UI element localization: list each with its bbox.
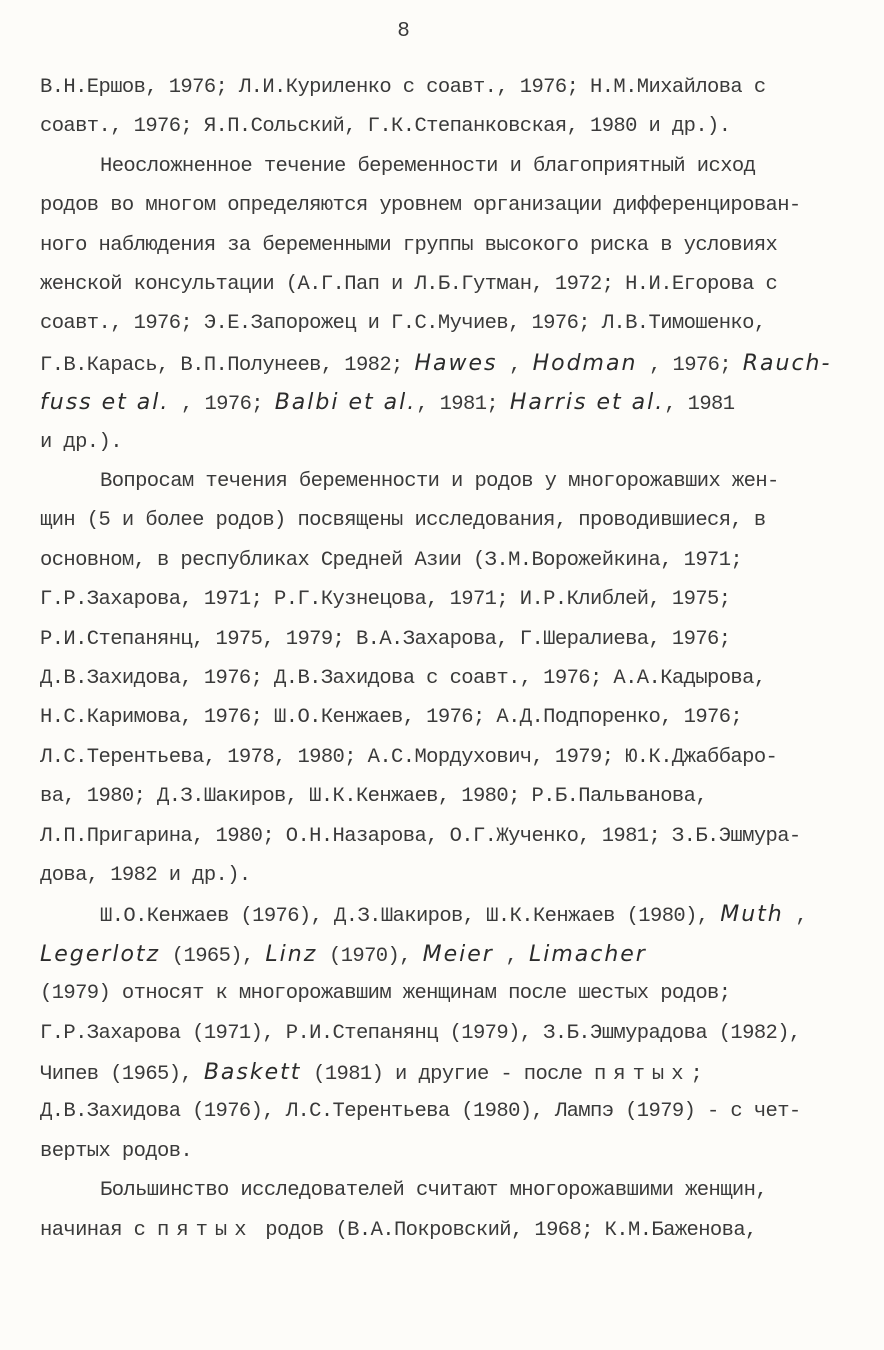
- text-line: [40, 267, 850, 303]
- handwritten-citation: Limacher: [528, 941, 647, 967]
- spaced-emphasis: пятых: [157, 1218, 254, 1242]
- text-segment: (1965),: [160, 944, 266, 968]
- handwritten-citation: fuss et al.: [40, 390, 170, 416]
- text-line: [40, 464, 884, 500]
- text-segment: ва, 1980; Д.З.Шакиров, Ш.К.Кенжаев, 1980; Р.Б.Пальванова,: [40, 785, 708, 809]
- text-line: [40, 1213, 850, 1249]
- text-line: [40, 149, 884, 185]
- handwritten-citation: Baskett: [203, 1060, 302, 1085]
- text-line: [40, 582, 850, 618]
- text-line: [40, 306, 850, 342]
- text-line: [40, 740, 850, 776]
- text-line: [40, 779, 850, 815]
- text-segment: щин (5 и более родов) посвящены исследования, проводившиеся, в: [40, 509, 766, 533]
- text-line: [40, 858, 850, 894]
- text-segment: Чипев (1965),: [40, 1063, 204, 1086]
- text-segment: Ш.О.Кенжаев (1976), Д.З.Шакиров, Ш.К.Кенжаев (1980),: [100, 905, 721, 929]
- text-line: [40, 661, 850, 697]
- text-segment: вертых родов.: [40, 1139, 193, 1163]
- text-segment: Д.В.Захидова (1976), Л.С.Терентьева (1980), Лампэ (1979) - с чет-: [40, 1100, 801, 1124]
- text-segment: Г.Р.Захарова (1971), Р.И.Степанянц (1979), З.Б.Эшмурадова (1982),: [40, 1021, 801, 1045]
- text-segment: Л.С.Терентьева, 1978, 1980; А.С.Мордухович, 1979; Ю.К.Джаббаро-: [40, 745, 778, 769]
- text-segment: основном, в республиках Средней Азии (З.М.Ворожейкина, 1971;: [40, 548, 743, 572]
- handwritten-citation: Rauch-: [742, 350, 832, 376]
- text-segment: Р.И.Степанянц, 1975, 1979; В.А.Захарова, Г.Шералиева, 1976;: [40, 627, 731, 651]
- text-segment: соавт., 1976; Э.Е.Запорожец и Г.С.Мучиев, 1976; Л.В.Тимошенко,: [40, 312, 766, 336]
- text-segment: ,: [493, 944, 529, 968]
- text-segment: родов (В.А.Покровский, 1968; К.М.Баженова,: [253, 1218, 757, 1242]
- text-line: [40, 1134, 850, 1170]
- text-line: [40, 1094, 850, 1130]
- text-segment: Вопросам течения беременности и родов у многорожавших жен-: [100, 470, 779, 493]
- text-line: [40, 819, 850, 855]
- text-segment: женской консультации (А.Г.Пап и Л.Б.Гутман, 1972; Н.И.Егорова с: [40, 273, 778, 296]
- handwritten-citation: Muth: [720, 902, 784, 928]
- text-segment: (1970),: [317, 944, 423, 968]
- handwritten-citation: Legerlotz: [40, 941, 161, 967]
- spaced-emphasis: пятых;: [593, 1063, 710, 1086]
- text-line: [40, 1016, 850, 1052]
- text-line: [40, 346, 850, 382]
- text-segment: ,: [783, 905, 808, 929]
- text-segment: Д.В.Захидова, 1976; Д.В.Захидова с соавт., 1976; А.А.Кадырова,: [40, 667, 766, 690]
- text-line: [40, 109, 850, 145]
- text-line: [40, 1055, 850, 1091]
- text-segment: , 1981: [664, 393, 735, 417]
- text-line: [40, 700, 850, 736]
- text-line: [40, 228, 850, 264]
- text-segment: Г.Р.Захарова, 1971; Р.Г.Кузнецова, 1971; И.Р.Клиблей, 1975;: [40, 588, 731, 612]
- text-segment: , 1976;: [169, 393, 275, 417]
- text-segment: Большинство исследователей считают многорожавшими женщин,: [100, 1179, 768, 1203]
- text-segment: родов во многом определяются уровнем организации дифференцирован-: [40, 194, 801, 218]
- text-line: [40, 1173, 884, 1209]
- text-segment: Г.В.Карась, В.П.Полунеев, 1982;: [40, 353, 415, 377]
- text-line: [40, 503, 850, 539]
- text-segment: и др.).: [40, 430, 122, 454]
- text-segment: Н.С.Каримова, 1976; Ш.О.Кенжаев, 1976; А.Д.Подпоренко, 1976;: [40, 706, 743, 730]
- text-segment: В.Н.Ершов, 1976; Л.И.Куриленко с соавт., 1976; Н.М.Михайлова с: [40, 76, 766, 99]
- text-segment: (1979) относят к многорожавшим женщинам после шестых родов;: [40, 982, 731, 1006]
- text-segment: начиная с: [40, 1218, 158, 1242]
- handwritten-citation: Hodman: [532, 350, 638, 376]
- text-line: [40, 937, 850, 973]
- text-segment: , 1976;: [637, 353, 743, 377]
- text-line: [40, 425, 850, 461]
- text-segment: ,: [497, 353, 533, 377]
- text-line: [40, 622, 850, 658]
- text-segment: , 1981;: [416, 393, 510, 417]
- text-segment: Л.П.Пригарина, 1980; О.Н.Назарова, О.Г.Жученко, 1981; З.Б.Эшмура-: [40, 824, 801, 848]
- handwritten-citation: Hawes: [414, 350, 498, 376]
- text-segment: (1981) и другие - после: [301, 1063, 594, 1086]
- text-line: [40, 897, 884, 933]
- handwritten-citation: Linz: [265, 941, 318, 967]
- handwritten-citation: Harris et al.: [509, 390, 665, 416]
- page-number: 8: [397, 20, 411, 43]
- text-line: [40, 385, 850, 421]
- text-segment: ного наблюдения за беременными группы высокого риска в условиях: [40, 233, 778, 257]
- text-line: [40, 70, 850, 106]
- text-segment: Неосложненное течение беременности и благоприятный исход: [100, 154, 756, 178]
- text-line: [40, 976, 850, 1012]
- text-line: [40, 188, 850, 224]
- text-segment: дова, 1982 и др.).: [40, 864, 251, 887]
- handwritten-citation: Balbi et al.: [274, 390, 417, 416]
- handwritten-citation: Meier: [422, 941, 494, 967]
- text-segment: соавт., 1976; Я.П.Сольский, Г.К.Степанковская, 1980 и др.).: [40, 115, 731, 139]
- text-line: [40, 543, 850, 579]
